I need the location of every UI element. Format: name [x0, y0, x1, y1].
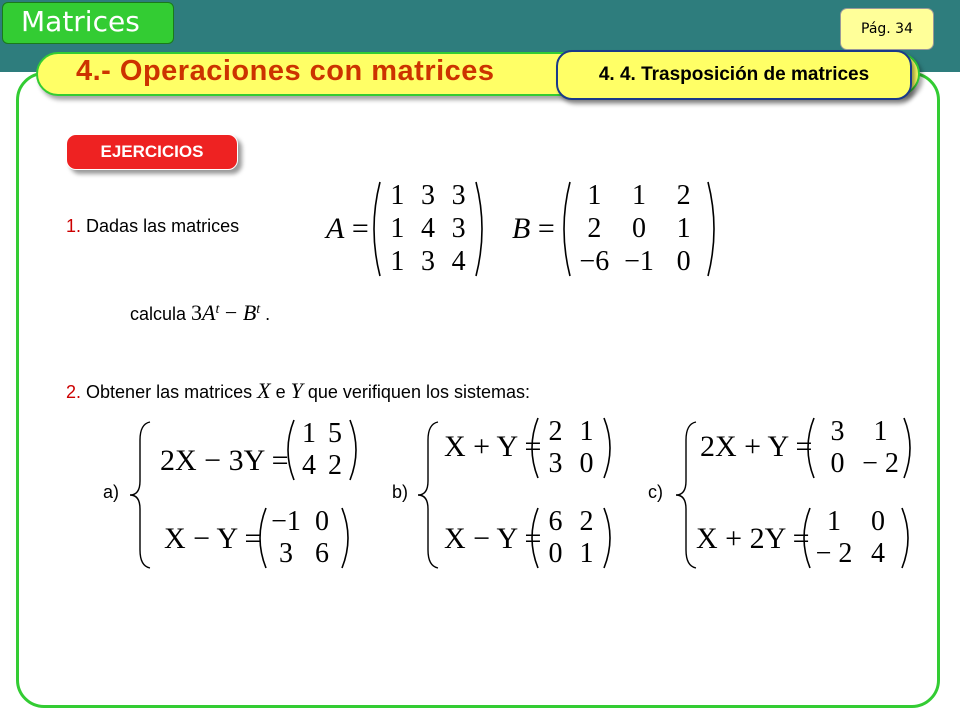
conjunction: e [275, 382, 286, 402]
calc-label: calcula [130, 304, 187, 324]
exercise-1-task [130, 300, 270, 326]
system-c-matrix-2 [800, 506, 912, 570]
calc-sup-2: t [256, 302, 261, 317]
calc-coefficient: 3 [191, 300, 203, 325]
exercise-2-text-post: que verifiquen los sistemas: [307, 382, 530, 402]
matrix-cell: 0 [315, 506, 329, 537]
matrix-cell: − 2 [815, 538, 853, 569]
exercise-2-statement [66, 378, 530, 404]
matrix-cell: 4 [420, 213, 435, 244]
matrix-cell: 1 [579, 416, 594, 447]
system-a-eq1: 2X − 3Y = [160, 444, 289, 477]
system-b-matrix-1 [528, 416, 614, 480]
matrix-cell: 1 [587, 180, 602, 212]
page-title: 4.- Operaciones con matrices [76, 55, 495, 87]
matrix-cell: 1 [579, 538, 594, 569]
page-number: Pág. 34 [861, 21, 913, 37]
matrix-cell: −1 [271, 506, 301, 537]
right-paren [904, 418, 910, 478]
var-x: X [257, 378, 271, 403]
right-paren [350, 420, 356, 480]
matrix-b-name: B = [512, 212, 555, 245]
matrix-a [370, 180, 486, 278]
matrix-cell: 3 [279, 538, 293, 569]
matrix-cell: − 2 [862, 448, 899, 479]
section-badge [556, 50, 912, 100]
brace-path [418, 422, 438, 568]
exercise-2-number: 2. [66, 382, 82, 402]
system-a-matrix-2 [256, 506, 352, 570]
left-paren [374, 182, 380, 276]
calc-var-b: B [242, 300, 257, 325]
system-a-brace [128, 420, 154, 570]
exercises-label: EJERCICIOS [100, 142, 204, 161]
matrix-cell: 3 [420, 245, 435, 277]
right-paren [342, 508, 348, 568]
matrix-cell: 1 [390, 213, 405, 244]
left-paren [804, 508, 810, 568]
matrix-cell: 3 [830, 416, 845, 447]
brand-badge [2, 2, 174, 44]
matrix-a-name: A = [326, 212, 369, 245]
brace-icon [416, 420, 442, 570]
matrix-cell: 1 [302, 418, 316, 449]
brace-path [676, 422, 696, 568]
brace-path [130, 422, 150, 568]
matrix-cell: 2 [548, 416, 563, 447]
system-b-eq1: X + Y = [444, 430, 542, 463]
system-a-label: a) [103, 482, 120, 502]
matrix-cell: 4 [451, 245, 466, 277]
right-paren [708, 182, 714, 276]
exercise-1-statement [66, 216, 239, 237]
matrix-cell: 3 [451, 213, 466, 244]
matrix-cell: 0 [676, 245, 691, 277]
matrix-cell: 2 [676, 180, 691, 212]
right-paren [604, 418, 610, 478]
system-c-label: c) [648, 482, 663, 502]
matrix-cell: 3 [548, 448, 563, 479]
left-paren [260, 508, 266, 568]
exercise-2-text-pre: Obtener las matrices [86, 382, 253, 402]
brace-icon [128, 420, 154, 570]
matrix-cell: 1 [676, 213, 691, 244]
matrix-cell: 0 [579, 448, 594, 479]
section-title: 4. 4. Trasposición de matrices [598, 64, 870, 85]
exercises-tag [66, 134, 238, 170]
matrix-cell: 2 [328, 450, 342, 481]
matrix-b [560, 180, 718, 278]
calc-sup-1: t [215, 302, 220, 317]
matrix-cell: 3 [420, 180, 435, 212]
matrix-cell: 0 [548, 538, 563, 569]
matrix-cell: 2 [587, 213, 602, 244]
system-c-eq2: X + 2Y = [696, 522, 810, 555]
matrix-cell: −6 [579, 245, 610, 277]
system-b-label: b) [392, 482, 409, 502]
calc-var-a: A [202, 300, 216, 325]
matrix-cell: 0 [631, 213, 646, 244]
matrix-cell: 3 [451, 180, 466, 212]
brand-label: Matrices [21, 5, 140, 38]
right-paren [604, 508, 610, 568]
matrix-cell: 1 [390, 245, 405, 277]
matrix-cell: 0 [830, 448, 845, 479]
system-b-brace [416, 420, 442, 570]
matrix-cell: 1 [827, 506, 841, 537]
system-c-eq1: 2X + Y = [700, 430, 813, 463]
left-paren [532, 418, 538, 478]
left-paren [288, 420, 294, 480]
matrix-cell: 0 [871, 506, 885, 537]
left-paren [808, 418, 814, 478]
left-paren [564, 182, 570, 276]
calc-end: . [260, 304, 271, 324]
matrix-cell: 6 [548, 506, 563, 537]
matrix-cell: 5 [328, 418, 342, 449]
left-paren [532, 508, 538, 568]
matrix-cell: 4 [302, 450, 316, 481]
var-y: Y [290, 378, 303, 403]
exercise-1-text: Dadas las matrices [86, 216, 240, 236]
matrix-cell: 1 [873, 416, 888, 447]
matrix-cell: 6 [315, 538, 329, 569]
calc-minus: − [219, 300, 243, 325]
system-c-matrix-1 [804, 416, 914, 480]
matrix-cell: 2 [579, 506, 594, 537]
right-paren [902, 508, 908, 568]
system-a-matrix-1 [284, 418, 360, 482]
system-b-matrix-2 [528, 506, 614, 570]
matrix-cell: −1 [624, 245, 654, 277]
system-a-eq2: X − Y = [164, 522, 262, 555]
exercise-1-number: 1. [66, 216, 82, 236]
page-badge [840, 8, 934, 50]
system-b-eq2: X − Y = [444, 522, 542, 555]
matrix-cell: 4 [871, 538, 885, 569]
matrix-cell: 1 [390, 180, 405, 212]
matrix-cell: 1 [631, 180, 646, 212]
right-paren [476, 182, 482, 276]
